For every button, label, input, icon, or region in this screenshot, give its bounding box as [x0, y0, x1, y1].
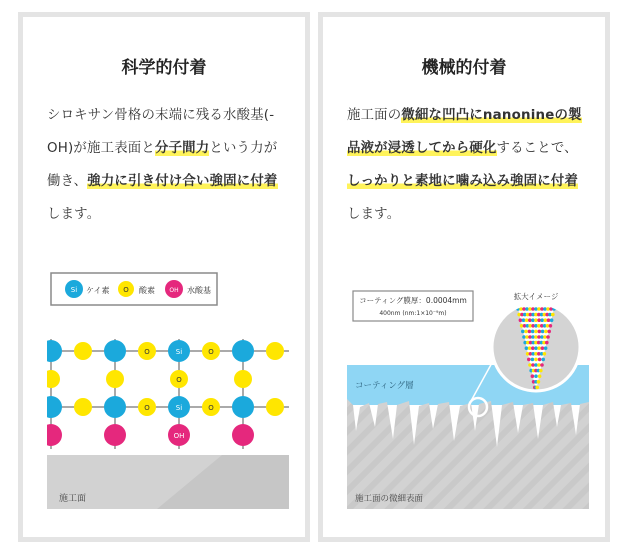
coating-particle — [547, 318, 551, 322]
hydroxyl-group-label: OH — [173, 432, 185, 440]
coating-particle — [551, 313, 555, 317]
hydroxyl-group — [47, 424, 62, 446]
coating-particle — [545, 341, 549, 345]
coating-particle — [531, 358, 535, 362]
coating-particle — [547, 330, 551, 334]
text-segment: という力が働き、 — [47, 141, 278, 189]
coating-particle — [546, 335, 550, 339]
coating-particle — [541, 330, 545, 334]
surface-label: 施工面の微細表面 — [355, 494, 424, 504]
oxygen-atom — [47, 370, 60, 388]
coating-particle — [528, 318, 532, 322]
card-description — [47, 99, 289, 231]
text-segment: シロキサン骨格の末端に残る水酸基(-OH)が施工表面と — [47, 108, 275, 156]
card-title: 機械的付着 — [421, 58, 507, 78]
coating-particle — [531, 346, 535, 350]
oxygen-atom — [74, 398, 92, 416]
silicon-atom — [47, 396, 62, 418]
oxygen-atom-label: O — [144, 348, 150, 356]
oxygen-atom-label: O — [144, 404, 150, 412]
text-segment: します。 — [47, 207, 101, 222]
silicon-atom — [104, 340, 126, 362]
coating-particle — [525, 318, 529, 322]
coating-particle — [537, 318, 541, 322]
coating-particle — [541, 358, 545, 362]
oxygen-atom — [266, 398, 284, 416]
oxygen-atom-label: O — [208, 404, 214, 412]
coating-particle — [521, 330, 525, 334]
coating-particle — [535, 386, 539, 390]
silicon-atom-label: Si — [175, 404, 183, 412]
thickness-value: コーティング膜厚：0.0004mm — [359, 296, 467, 305]
coating-particle — [519, 318, 523, 322]
coating-particle — [538, 330, 542, 334]
magnify-label: 拡大イメージ — [513, 292, 559, 301]
coating-particle — [544, 346, 548, 350]
silicon-atom — [232, 396, 254, 418]
coating-particle — [540, 363, 544, 367]
oxygen-atom — [234, 370, 252, 388]
silicon-atom-label: Si — [175, 348, 183, 356]
coating-particle — [525, 346, 529, 350]
thickness-unit: 400nm (nm:1×10⁻⁹m) — [379, 310, 447, 317]
coating-particle — [528, 330, 532, 334]
oxygen-atom — [266, 342, 284, 360]
coating-particle — [541, 346, 545, 350]
coating-particle — [531, 330, 535, 334]
molecular-diagram — [47, 269, 289, 509]
coating-particle — [531, 374, 535, 378]
coating-particle — [537, 380, 541, 384]
oxygen-atom-label: O — [208, 348, 214, 356]
coating-particle — [534, 374, 538, 378]
oxygen-atom — [74, 342, 92, 360]
coating-particle — [540, 318, 544, 322]
molecular-lattice — [47, 339, 289, 449]
text-segment: します。 — [347, 207, 401, 222]
legend-oh-symbol: OH — [169, 287, 179, 294]
highlighted-text: しっかりと素地に噛み込み強固に付着 — [347, 174, 579, 189]
legend-oh-label: 水酸基 — [187, 286, 211, 295]
coating-particle — [534, 358, 538, 362]
coating-particle — [539, 369, 543, 373]
coating-particle — [550, 318, 554, 322]
coating-particle — [534, 346, 538, 350]
text-segment: することで、 — [496, 141, 578, 156]
highlighted-text: 強力に引き付け合い強固に付着 — [87, 174, 278, 189]
oxygen-atom — [106, 370, 124, 388]
card-title: 科学的付着 — [121, 58, 207, 78]
surface-label: 施工面 — [59, 494, 87, 504]
coating-particle — [544, 330, 548, 334]
coating-particle — [534, 318, 538, 322]
coating-particle — [543, 352, 547, 356]
legend-si-symbol: Si — [70, 286, 78, 294]
coating-particle — [537, 346, 541, 350]
text-segment: 施工面の — [347, 108, 402, 123]
silicon-atom — [47, 340, 62, 362]
micro-surface — [347, 399, 589, 509]
coating-label: コーティング層 — [355, 381, 414, 391]
legend-o-symbol: O — [123, 286, 129, 294]
hydroxyl-group — [104, 424, 126, 446]
highlighted-text: 微細な凹凸にnanonineの製品液が浸透してから硬化 — [347, 108, 582, 156]
highlighted-text: 分子間力 — [154, 141, 210, 156]
coating-particle — [534, 330, 538, 334]
oxygen-atom-label: O — [176, 376, 182, 384]
hydroxyl-group — [232, 424, 254, 446]
legend-si-label: ケイ素 — [86, 286, 110, 295]
card-description — [347, 99, 589, 231]
coating-particle — [527, 358, 531, 362]
coating-particle — [528, 346, 532, 350]
coating-particle — [522, 318, 526, 322]
coating-particle — [544, 318, 548, 322]
coating-particle — [531, 318, 535, 322]
silicon-atom — [232, 340, 254, 362]
legend-o-label: 酸素 — [139, 286, 155, 295]
coating-particle — [524, 330, 528, 334]
silicon-atom — [104, 396, 126, 418]
mechanical-adhesion-card — [318, 12, 610, 542]
coating-particle — [538, 358, 542, 362]
surface-diagram — [347, 269, 589, 509]
coating-particle — [549, 324, 553, 328]
chemical-adhesion-card — [18, 12, 310, 542]
